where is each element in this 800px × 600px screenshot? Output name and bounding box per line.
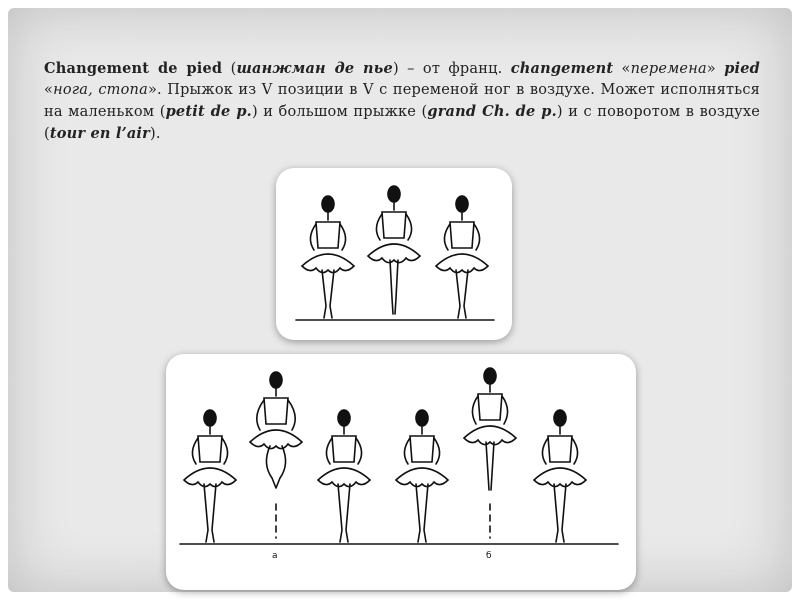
label-a: а <box>272 551 278 561</box>
french-word-1: changement <box>510 60 614 77</box>
translation-2: нога, стопа <box>53 82 148 98</box>
dancer-figure <box>368 186 420 314</box>
description-paragraph: Changement de pied (шанжман де пье) – от франц. changement «перемена» pied «нога, стопа». Прыжок из V позиции в V с переменой ног в воздухе. Может исполняться на маленьком (petit de p.) и большом прыжке (grand Ch. de p.) и с поворотом в воздухе (tour en l’air). <box>44 60 760 142</box>
translation-1: перемена <box>630 61 707 77</box>
transliteration: шанжман де пье <box>236 60 393 77</box>
french-word-2: pied <box>724 60 760 77</box>
illustration-large-jump <box>166 354 636 590</box>
label-b: б <box>486 551 492 561</box>
illustration-small-jump <box>276 168 512 340</box>
dancers-sketch-bottom <box>166 354 636 590</box>
dancer-figure <box>302 196 354 318</box>
term: Changement de pied <box>44 60 223 77</box>
dancer-figure <box>464 368 516 490</box>
dancer-figure <box>250 372 302 488</box>
dancer-figure <box>396 410 448 542</box>
dancer-figure <box>436 196 488 318</box>
dancers-sketch-top <box>276 168 512 340</box>
tour-term: tour en l’air <box>49 125 150 142</box>
grand-term: grand Ch. de p. <box>427 103 557 120</box>
dancer-figure <box>318 410 370 542</box>
dancer-figure <box>184 410 236 542</box>
petit-term: petit de p. <box>165 103 252 120</box>
dancer-figure <box>534 410 586 542</box>
slide <box>8 8 792 592</box>
